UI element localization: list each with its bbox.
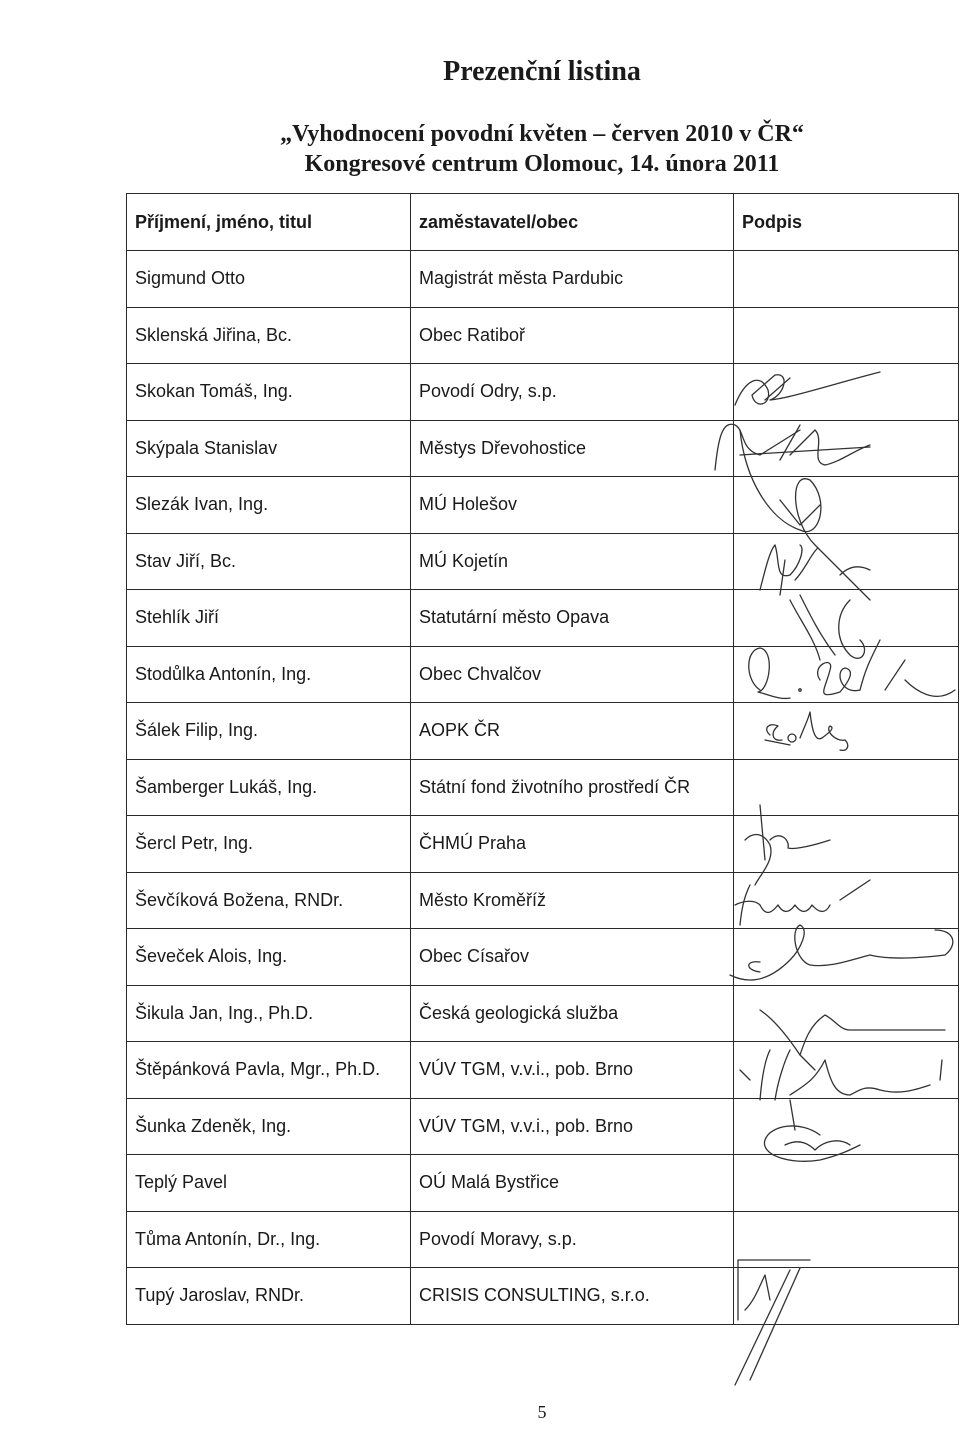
signature-cell	[734, 307, 959, 364]
attendee-name: Štěpánková Pavla, Mgr., Ph.D.	[127, 1042, 411, 1099]
table-row	[127, 1268, 959, 1325]
table-row	[127, 646, 959, 703]
signature-cell	[734, 816, 959, 873]
column-header-signature: Podpis	[734, 194, 959, 251]
attendee-name: Sigmund Otto	[127, 251, 411, 308]
attendee-employer: Státní fond životního prostředí ČR	[411, 759, 734, 816]
signature-cell	[734, 533, 959, 590]
table-row	[127, 307, 959, 364]
column-header-name: Příjmení, jméno, titul	[127, 194, 411, 251]
attendee-employer: Česká geologická služba	[411, 985, 734, 1042]
document-title: Prezenční listina	[443, 56, 641, 87]
subtitle-event: „Vyhodnocení povodní květen – červen 2010 v ČR“	[280, 121, 804, 147]
table-row	[127, 477, 959, 534]
attendee-name: Ševčíková Božena, RNDr.	[127, 872, 411, 929]
attendee-name: Šamberger Lukáš, Ing.	[127, 759, 411, 816]
attendee-employer: VÚV TGM, v.v.i., pob. Brno	[411, 1098, 734, 1155]
attendee-employer: AOPK ČR	[411, 703, 734, 760]
table-row	[127, 1098, 959, 1155]
table-row	[127, 533, 959, 590]
attendee-name: Skokan Tomáš, Ing.	[127, 364, 411, 421]
signature-cell	[734, 703, 959, 760]
attendee-name: Šálek Filip, Ing.	[127, 703, 411, 760]
table-row	[127, 1155, 959, 1212]
column-header-employer: zaměstavatel/obec	[411, 194, 734, 251]
signature-cell	[734, 477, 959, 534]
table-row	[127, 929, 959, 986]
signature-cell	[734, 872, 959, 929]
table-row	[127, 590, 959, 647]
attendee-name: Stehlík Jiří	[127, 590, 411, 647]
document-subtitle	[126, 119, 958, 179]
table-row	[127, 759, 959, 816]
attendee-name: Šercl Petr, Ing.	[127, 816, 411, 873]
attendee-name: Slezák Ivan, Ing.	[127, 477, 411, 534]
attendee-name: Stodůlka Antonín, Ing.	[127, 646, 411, 703]
attendee-employer: Magistrát města Pardubic	[411, 251, 734, 308]
attendee-employer: Statutární město Opava	[411, 590, 734, 647]
attendee-employer: Obec Ratiboř	[411, 307, 734, 364]
table-row	[127, 364, 959, 421]
signature-cell	[734, 1042, 959, 1099]
attendee-employer: Obec Císařov	[411, 929, 734, 986]
attendee-name: Ševeček Alois, Ing.	[127, 929, 411, 986]
attendee-name: Šunka Zdeněk, Ing.	[127, 1098, 411, 1155]
subtitle-venue-date: Kongresové centrum Olomouc, 14. února 2011	[304, 151, 780, 177]
table-row	[127, 985, 959, 1042]
signature-cell	[734, 929, 959, 986]
signature-cell	[734, 1155, 959, 1212]
attendee-employer: OÚ Malá Bystřice	[411, 1155, 734, 1212]
attendee-employer: ČHMÚ Praha	[411, 816, 734, 873]
attendee-employer: Městys Dřevohostice	[411, 420, 734, 477]
table-row	[127, 872, 959, 929]
page-number: 5	[537, 1402, 547, 1422]
signature-cell	[734, 1268, 959, 1325]
signature-cell	[734, 1211, 959, 1268]
attendee-employer: MÚ Kojetín	[411, 533, 734, 590]
attendee-employer: MÚ Holešov	[411, 477, 734, 534]
table-row	[127, 703, 959, 760]
signature-cell	[734, 251, 959, 308]
attendee-name: Teplý Pavel	[127, 1155, 411, 1212]
attendee-employer: Město Kroměříž	[411, 872, 734, 929]
signature-cell	[734, 420, 959, 477]
attendee-employer: VÚV TGM, v.v.i., pob. Brno	[411, 1042, 734, 1099]
attendee-name: Stav Jiří, Bc.	[127, 533, 411, 590]
signature-cell	[734, 1098, 959, 1155]
table-header-row	[127, 194, 959, 251]
attendee-name: Tupý Jaroslav, RNDr.	[127, 1268, 411, 1325]
signature-cell	[734, 364, 959, 421]
attendee-name: Sklenská Jiřina, Bc.	[127, 307, 411, 364]
signature-cell	[734, 646, 959, 703]
attendee-name: Šikula Jan, Ing., Ph.D.	[127, 985, 411, 1042]
table-body	[127, 251, 959, 1325]
table-row	[127, 1042, 959, 1099]
attendee-employer: CRISIS CONSULTING, s.r.o.	[411, 1268, 734, 1325]
attendance-table	[126, 193, 959, 1325]
attendee-employer: Obec Chvalčov	[411, 646, 734, 703]
table-row	[127, 1211, 959, 1268]
table-row	[127, 420, 959, 477]
table-row	[127, 816, 959, 873]
attendee-name: Tůma Antonín, Dr., Ing.	[127, 1211, 411, 1268]
signature-cell	[734, 759, 959, 816]
signature-cell	[734, 985, 959, 1042]
attendee-employer: Povodí Odry, s.p.	[411, 364, 734, 421]
signature-cell	[734, 590, 959, 647]
table-row	[127, 251, 959, 308]
attendee-employer: Povodí Moravy, s.p.	[411, 1211, 734, 1268]
attendee-name: Skýpala Stanislav	[127, 420, 411, 477]
